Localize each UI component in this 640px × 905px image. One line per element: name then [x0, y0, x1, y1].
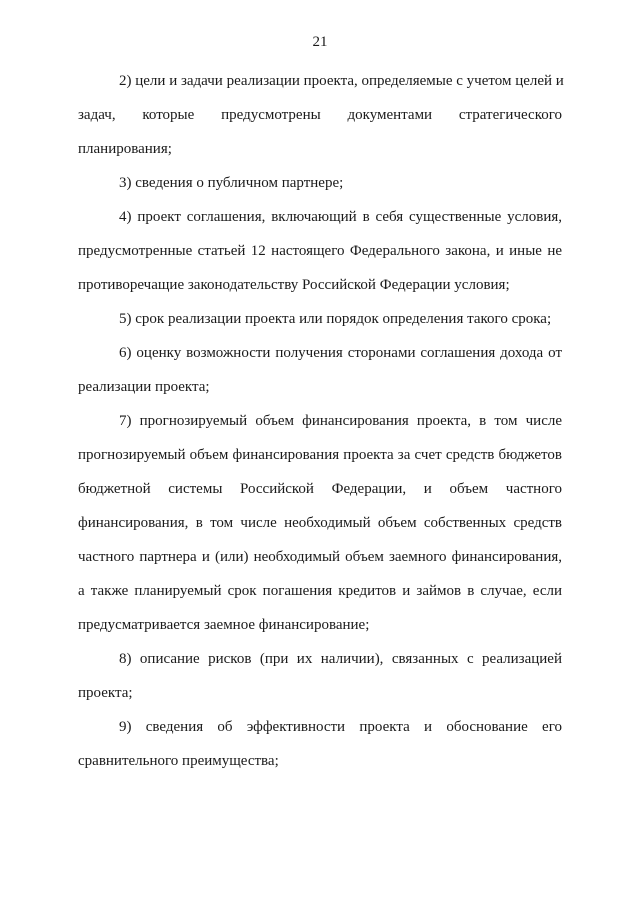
paragraph-item	[78, 710, 562, 778]
paragraph-line: а также планируемый срок погашения кредитов и займов в случае, если	[78, 583, 562, 599]
paragraph-line: предусматривается заемное финансирование;	[78, 617, 370, 633]
paragraph-line: бюджетной системы Российской Федерации, и объем частного	[78, 481, 562, 497]
paragraph-line: сравнительного преимущества;	[78, 753, 279, 769]
paragraph-line: 7) прогнозируемый объем финансирования проекта, в том числе	[119, 413, 562, 429]
document-body	[78, 64, 562, 778]
paragraph-line: 9) сведения об эффективности проекта и обоснование его	[119, 719, 562, 735]
paragraph-item	[78, 642, 562, 710]
paragraph-line: проекта;	[78, 685, 133, 701]
paragraph-item	[78, 166, 562, 200]
paragraph-line: 8) описание рисков (при их наличии), связанных с реализацией	[119, 651, 562, 667]
paragraph-item	[78, 302, 562, 336]
paragraph-item	[78, 200, 562, 302]
paragraph-line: планирования;	[78, 141, 172, 157]
paragraph-line: предусмотренные статьей 12 настоящего Федерального закона, и иные не	[78, 243, 562, 259]
paragraph-item	[78, 64, 562, 166]
page-number: 21	[312, 34, 328, 50]
paragraph-item	[78, 336, 562, 404]
paragraph-item	[78, 404, 562, 642]
paragraph-line: противоречащие законодательству Российской Федерации условия;	[78, 277, 510, 293]
paragraph-line: 2) цели и задачи реализации проекта, определяемые с учетом целей и	[119, 73, 564, 89]
paragraph-line: реализации проекта;	[78, 379, 210, 395]
paragraph-line: 5) срок реализации проекта или порядок определения такого срока;	[119, 311, 552, 327]
paragraph-line: прогнозируемый объем финансирования проекта за счет средств бюджетов	[78, 447, 562, 463]
paragraph-line: задач, которые предусмотрены документами стратегического	[78, 107, 562, 123]
paragraph-line: частного партнера и (или) необходимый объем заемного финансирования,	[78, 549, 562, 565]
paragraph-line: 6) оценку возможности получения сторонами соглашения дохода от	[119, 345, 562, 361]
paragraph-line: 3) сведения о публичном партнере;	[119, 175, 344, 191]
paragraph-line: финансирования, в том числе необходимый объем собственных средств	[78, 515, 562, 531]
paragraph-line: 4) проект соглашения, включающий в себя существенные условия,	[119, 209, 562, 225]
